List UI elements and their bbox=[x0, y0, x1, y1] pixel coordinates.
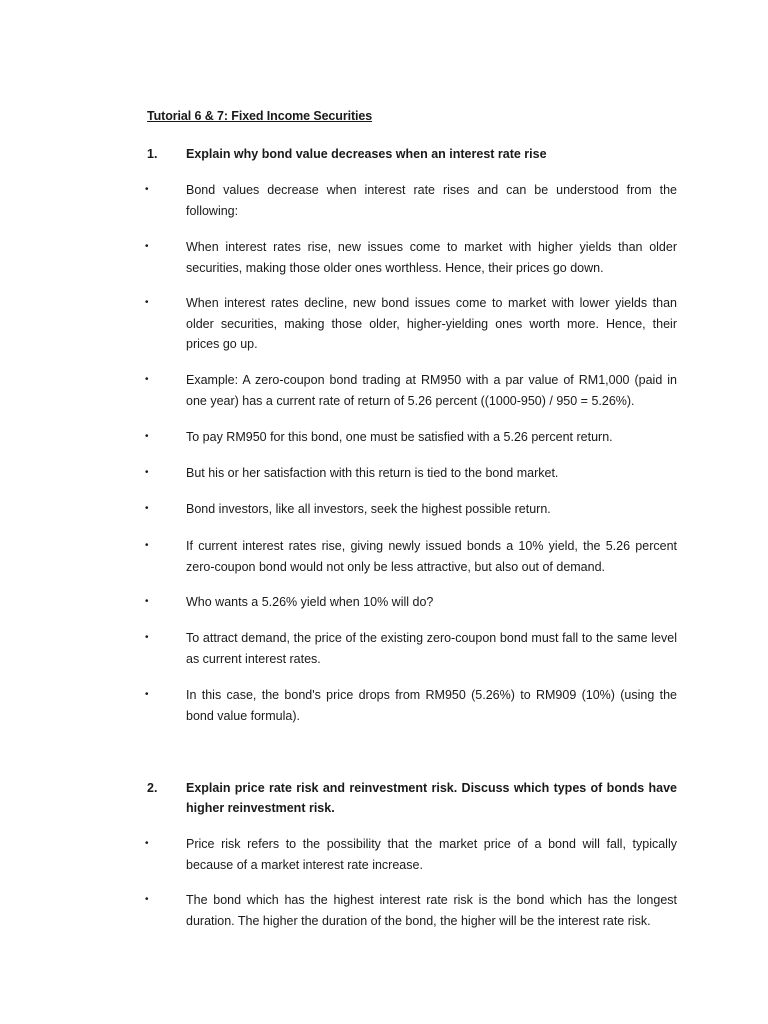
bullet-item bbox=[145, 628, 677, 669]
bullet-text: In this case, the bond's price drops from RM950 (5.26%) to RM909 (10%) (using the bond value formula). bbox=[186, 688, 677, 723]
bullet-text: Who wants a 5.26% yield when 10% will do? bbox=[186, 595, 434, 609]
bullet-icon: • bbox=[145, 503, 149, 514]
bullet-icon: • bbox=[145, 184, 149, 195]
question-number: 1. bbox=[147, 147, 158, 161]
bullet-item bbox=[145, 180, 677, 221]
question-2 bbox=[147, 778, 677, 818]
question-1 bbox=[147, 144, 677, 164]
bullet-icon: • bbox=[145, 467, 149, 478]
document-title: Tutorial 6 & 7: Fixed Income Securities bbox=[147, 109, 373, 123]
bullet-text: Price risk refers to the possibility that the market price of a bond will fall, typically because of a market interest rate increase. bbox=[186, 837, 677, 872]
bullet-text: When interest rates rise, new issues come to market with higher yields than older securities, making those older ones worthless. Hence, their prices go down. bbox=[186, 240, 677, 275]
bullet-icon: • bbox=[145, 297, 149, 308]
bullet-text: Bond investors, like all investors, seek the highest possible return. bbox=[186, 502, 551, 516]
bullet-icon: • bbox=[145, 632, 149, 643]
question-number: 2. bbox=[147, 781, 158, 795]
bullet-icon: • bbox=[145, 241, 149, 252]
bullet-icon: • bbox=[145, 540, 149, 551]
bullet-icon: • bbox=[145, 894, 149, 905]
bullet-text: The bond which has the highest interest rate risk is the bond which has the longest duration. The higher the duration of the bond, the higher will be the interest rate risk. bbox=[186, 893, 677, 928]
bullet-icon: • bbox=[145, 689, 149, 700]
bullet-text: To pay RM950 for this bond, one must be satisfied with a 5.26 percent return. bbox=[186, 430, 613, 444]
bullet-item bbox=[145, 834, 677, 875]
bullet-text: To attract demand, the price of the existing zero-coupon bond must fall to the same level as current interest rates. bbox=[186, 631, 677, 666]
bullet-item bbox=[145, 293, 677, 355]
bullet-item bbox=[145, 592, 677, 613]
bullet-item bbox=[145, 499, 677, 520]
bullet-text: Bond values decrease when interest rate rises and can be understood from the following: bbox=[186, 183, 677, 218]
bullet-icon: • bbox=[145, 596, 149, 607]
bullet-text: If current interest rates rise, giving newly issued bonds a 10% yield, the 5.26 percent zero-coupon bond would not only be less attractive, but also out of demand. bbox=[186, 539, 677, 574]
bullet-text: When interest rates decline, new bond issues come to market with lower yields than older securities, making those older, higher-yielding ones worth more. Hence, their prices go up. bbox=[186, 296, 677, 351]
bullet-icon: • bbox=[145, 374, 149, 385]
bullet-item bbox=[145, 536, 677, 577]
bullet-text: Example: A zero-coupon bond trading at RM950 with a par value of RM1,000 (paid in one year) has a current rate of return of 5.26 percent ((1000-950) / 950 = 5.26%). bbox=[186, 373, 677, 408]
bullet-text: But his or her satisfaction with this return is tied to the bond market. bbox=[186, 466, 559, 480]
bullet-item bbox=[145, 463, 677, 484]
bullet-icon: • bbox=[145, 838, 149, 849]
bullet-icon: • bbox=[145, 431, 149, 442]
bullet-item bbox=[145, 370, 677, 411]
bullet-item bbox=[145, 890, 677, 931]
question-text: Explain why bond value decreases when an interest rate rise bbox=[186, 147, 547, 161]
bullet-item bbox=[145, 685, 677, 726]
bullet-item bbox=[145, 237, 677, 278]
bullet-item bbox=[145, 427, 677, 448]
question-text: Explain price rate risk and reinvestment risk. Discuss which types of bonds have higher reinvestment risk. bbox=[186, 781, 677, 815]
